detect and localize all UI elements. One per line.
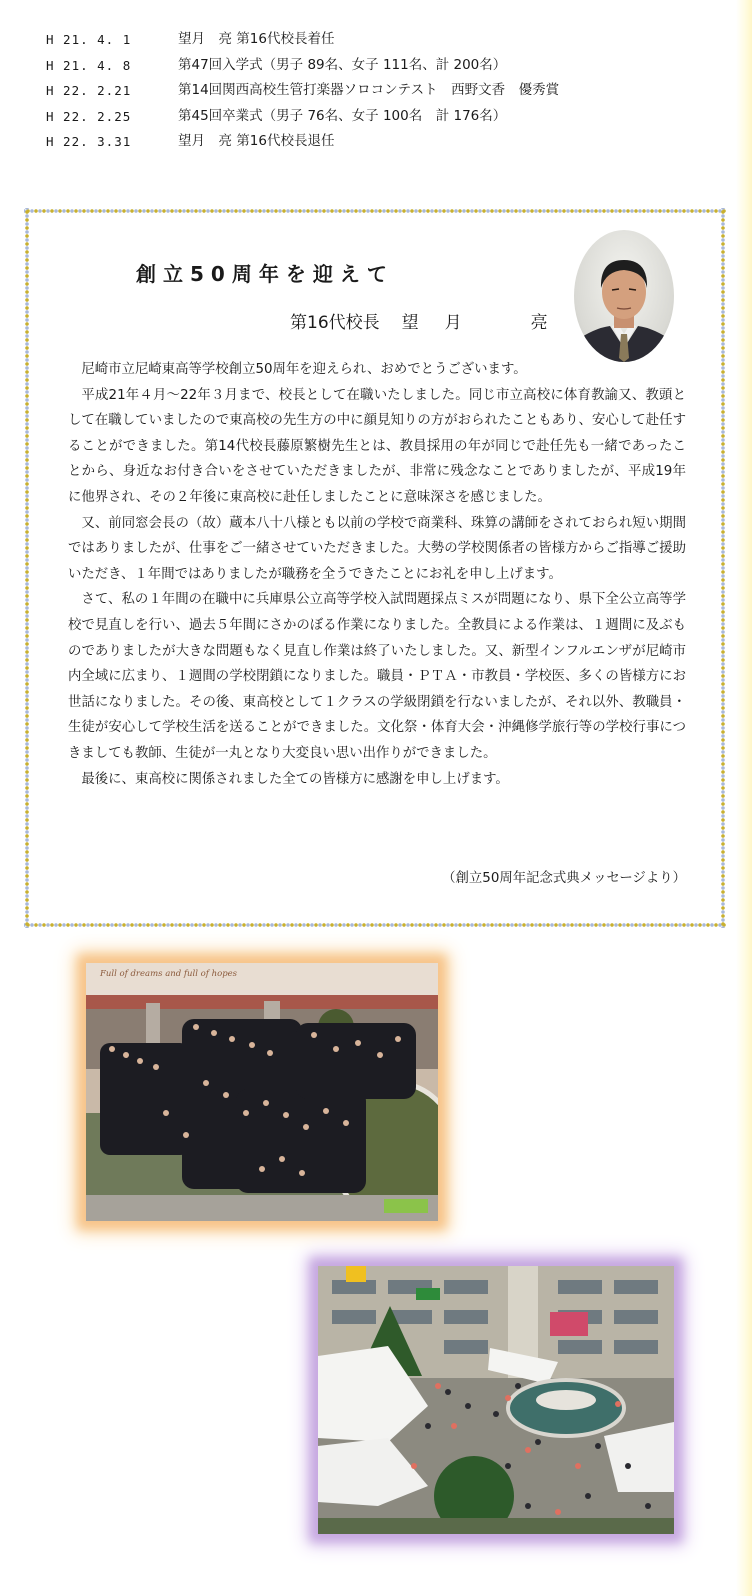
message-paragraph: さて、私の１年間の在職中に兵庫県公立高等学校入試問題採点ミスが問題になり、県下全公立高等学校で見直しを行い、過去５年間にさかのぼる作業になりました。全教員による作業は、１週間に及ぶものでありましたが大きな問題もなく見直し作業は終了いたしました。又、新型インフルエンザが尼崎市内全域に広まり、１週間の学校閉鎖になりました。職員・ＰＴＡ・市教員・学校医、多くの皆様方にお世話になりました。その後、東高校として１クラスの学級閉鎖を行ないましたが、それ以外、教職員・生徒が安心して学校生活を送ることができました。文化祭・体育大会・沖縄修学旅行等の学校行事につきましても教師、生徒が一丸となり大変良い思い出作りができました。 bbox=[68, 592, 686, 761]
timeline-date: H 21. 4. 8 bbox=[46, 57, 132, 73]
message-author bbox=[290, 308, 574, 333]
message-paragraph: 最後に、東高校に関係されました全ての皆様方に感謝を申し上げます。 bbox=[81, 771, 509, 787]
dotted-border-right bbox=[720, 208, 726, 928]
timeline-date: H 22. 2.25 bbox=[46, 108, 132, 124]
festival-photo bbox=[318, 1266, 674, 1534]
dotted-border-left bbox=[24, 208, 30, 928]
principal-message-box bbox=[24, 208, 726, 928]
message-paragraph: 平成21年４月～22年３月まで、校長として在職いたしました。同じ市立高校に体育教諭又、教頭として在職していましたので東高校の先生方の中に顔見知りの方がおられたこともあり、安心して赴任することができました。第14代校長藤原繁樹先生とは、教員採用の年が同じで赴任先も一緒であったことから、身近なお付き合いをさせていただきましたが、非常に残念なことでありましたが、平成19年に他界され、その２年後に東高校に赴任しましたことに意味深さを感じました。 bbox=[68, 387, 686, 505]
history-timeline bbox=[46, 27, 646, 155]
message-paragraph: 尼崎市立尼崎東高等学校創立50周年を迎えられ、おめでとうございます。 bbox=[81, 362, 527, 377]
timeline-event: 第45回卒業式（男子 76名、女子 100名 計 176名） bbox=[178, 107, 507, 124]
timeline-row bbox=[46, 53, 646, 79]
principal-portrait bbox=[574, 230, 674, 362]
author-name: 望月 亮 bbox=[401, 313, 574, 333]
page-edge-rule bbox=[736, 0, 752, 1596]
message-body bbox=[68, 357, 686, 792]
timeline-row bbox=[46, 129, 646, 155]
timeline-date: H 22. 2.21 bbox=[46, 83, 132, 98]
timeline-row bbox=[46, 78, 646, 104]
author-role: 第16代校長 bbox=[290, 313, 380, 333]
dotted-border-top bbox=[24, 208, 726, 214]
timeline-event: 望月 亮 第16代校長退任 bbox=[178, 133, 335, 149]
timeline-row bbox=[46, 27, 646, 53]
timeline-date: H 22. 3.31 bbox=[46, 134, 132, 149]
dotted-border-bottom bbox=[24, 922, 726, 928]
timeline-event: 第14回関西高校生管打楽器ソロコンテスト 西野文香 優秀賞 bbox=[178, 82, 560, 98]
group-photo bbox=[86, 963, 438, 1221]
timeline-event: 望月 亮 第16代校長着任 bbox=[178, 31, 335, 47]
message-title: 創立50周年を迎えて bbox=[136, 262, 394, 286]
message-paragraph: 又、前同窓会長の（故）蔵本八十八様とも以前の学校で商業科、珠算の講師をされておられ短い期間ではありましたが、仕事をご一緒させていただきました。大勢の学校関係者の皆様方からご指導ご援助いただき、１年間ではありましたが職務を全うできたことにお礼を申し上げます。 bbox=[68, 515, 686, 582]
timeline-date: H 21. 4. 1 bbox=[46, 32, 132, 47]
photo-caption: Full of dreams and full of hopes bbox=[100, 969, 238, 979]
timeline-event: 第47回入学式（男子 89名、女子 111名、計 200名） bbox=[178, 56, 507, 73]
timeline-row bbox=[46, 104, 646, 130]
message-source: （創立50周年記念式典メッセージより） bbox=[442, 871, 686, 886]
